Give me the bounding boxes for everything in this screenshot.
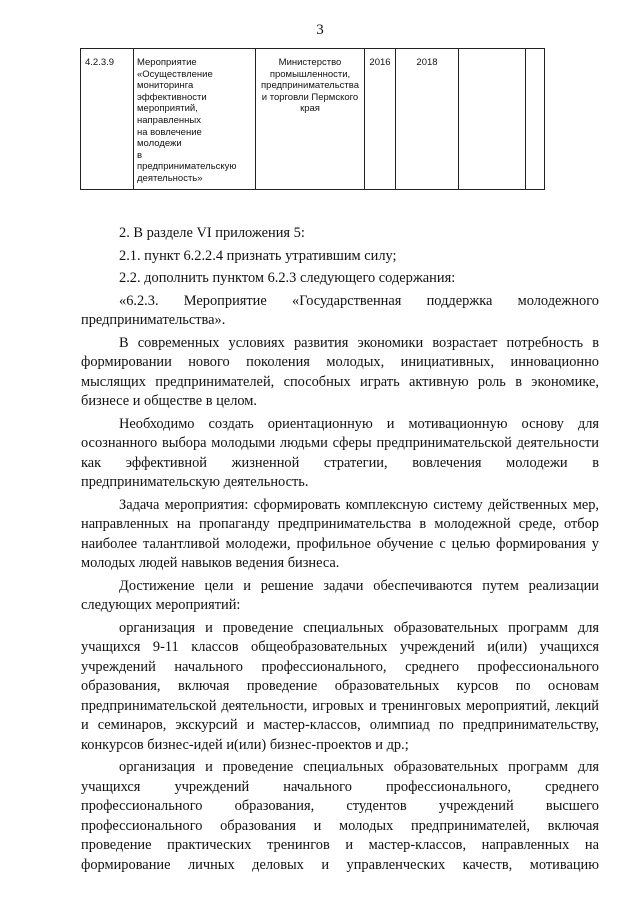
- table-cell-number: 4.2.3.9: [81, 49, 134, 190]
- table-row: [81, 49, 545, 190]
- table-cell-empty: [459, 49, 526, 190]
- document-body: [81, 224, 599, 875]
- table-cell-year-start: 2016: [365, 49, 396, 190]
- paragraph-measure-1: организация и проведение специальных образовательных программ для учащихся 9-11 классов общеобразовательных учреждений и(или) учащихся учреждений начального профессионального, среднего профессионального образования, включая проведение образовательных курсов по основам предпринимательской деятельности, игровых и тренинговых мероприятий, лекций и семинаров, экскурсий и мастер-классов, олимпиад по предпринимательству, конкурсов бизнес-идей и(или) бизнес-проектов и др.;: [81, 619, 599, 753]
- table-cell-year-end: 2018: [396, 49, 459, 190]
- program-table: [80, 48, 545, 190]
- table-cell-empty: [526, 49, 545, 190]
- page-number: 3: [316, 22, 324, 38]
- paragraph-achievement: Достижение цели и решение задачи обеспечиваются путем реализации следующих мероприятий:: [81, 577, 599, 613]
- paragraph-item-2-1: 2.1. пункт 6.2.2.4 признать утратившим силу;: [119, 247, 397, 264]
- paragraph-necessity: Необходимо создать ориентационную и мотивационную основу для осознанного выбора молодыми людьми сферы предпринимательской деятельности как эффективной жизненной стратегии, вовлечения молодежи в предпринимательскую деятельность.: [81, 415, 599, 490]
- paragraph-measure-title: «6.2.3. Мероприятие «Государственная поддержка молодежного предпринимательства».: [81, 292, 599, 328]
- paragraph-item-2-2: 2.2. дополнить пунктом 6.2.3 следующего содержания:: [119, 270, 456, 286]
- table-cell-organization: Министерство промышленности, предпринимательства и торговли Пермского края: [256, 49, 365, 190]
- paragraph-section-header: 2. В разделе VI приложения 5:: [119, 225, 305, 241]
- paragraph-context: В современных условиях развития экономики возрастает потребность в формировании нового поколения молодых, инициативных, инновационно мыслящих предпринимателей, способных играть активную роль в экономике, бизнесе и обществе в целом.: [81, 334, 599, 409]
- paragraph-measure-2: организация и проведение специальных образовательных программ для учащихся учреждений начального профессионального, среднего профессионального образования, студентов учреждений высшего профессионального образования и молодых предпринимателей, включая проведение практических тренингов и мастер-классов, направленных на формирование личных деловых и управленческих качеств, мотивацию: [81, 759, 599, 873]
- paragraph-objective: Задача мероприятия: сформировать комплексную систему действенных мер, направленных на пропаганду предпринимательства в молодежной среде, отбор наиболее талантливой молодежи, профильное обучение с целью формирования у молодых людей навыков ведения бизнеса.: [81, 496, 599, 571]
- table-cell-description: Мероприятие «Осуществление мониторинга эффективности мероприятий, направленных на вовлечение молодежи в предпринимательскую деятельность»: [134, 49, 256, 190]
